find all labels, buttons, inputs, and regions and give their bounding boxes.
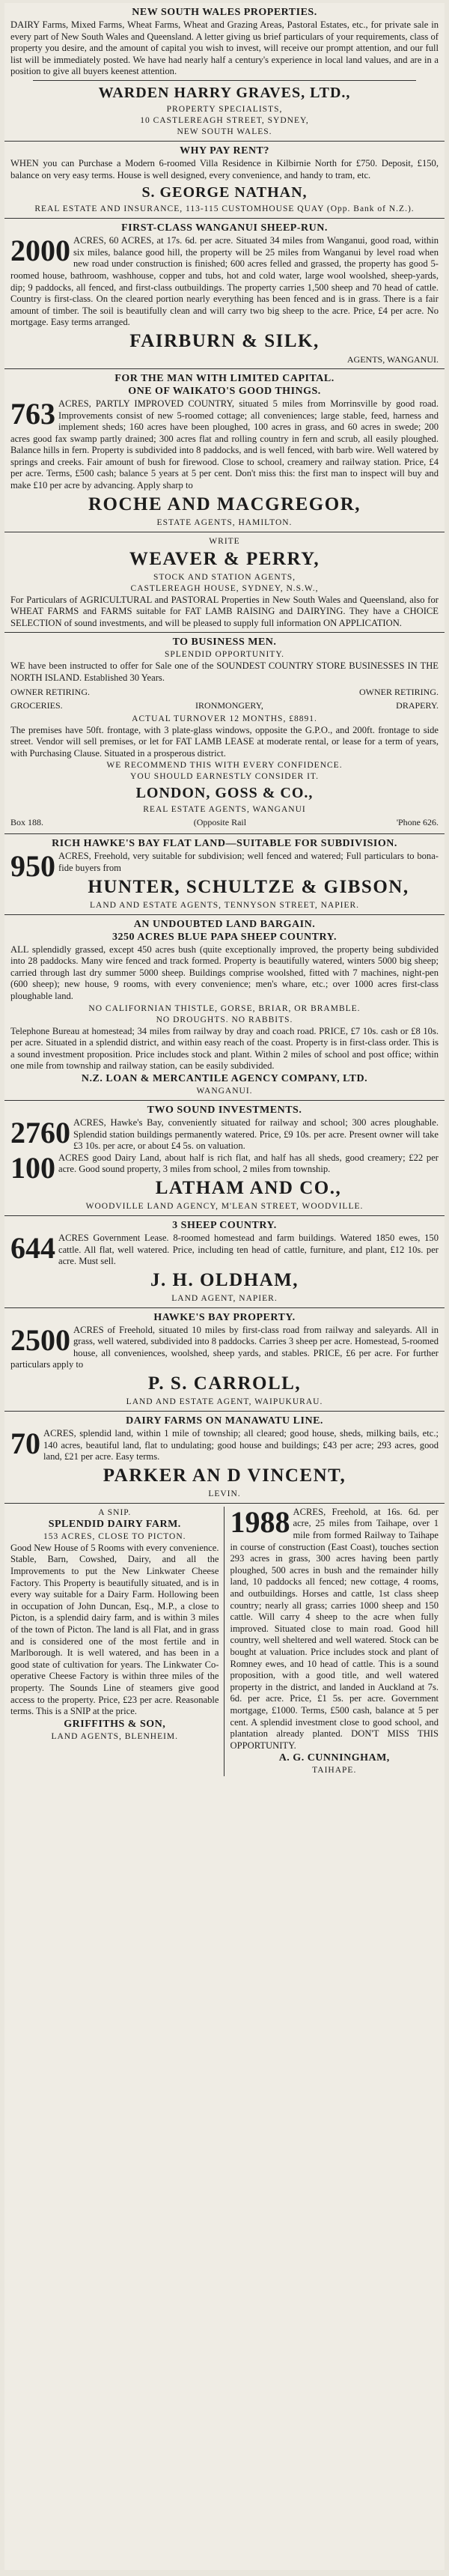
- ad-body: For Particulars of AGRICULTURAL and PASTORAL Properties in New South Wales and Queensland, also for WHEAT FARMS and FARMS suitable for FAT LAMB RAISING and DAIRYING. They have a CHOICE SELECTION of sound investments, and will be pleased to supply full information ON APPLICATION.: [10, 594, 439, 628]
- ad-body: DAIRY Farms, Mixed Farms, Wheat Farms, Wheat and Grazing Areas, Pastoral Estates, etc., for private sale in every part of New South Wales and Queensland. A letter giving us brief particulars of your requirements, class of property you desire, and the amount of capital you wish to invest, will receive our prompt attention, and our full list will be immediately posted. We have had nearly half a century's experience in local land values, and are in a position to give all buyers keenest attention.: [10, 19, 439, 77]
- firm-role: AGENTS, WANGANUI.: [346, 353, 439, 365]
- ad-body: [10, 1117, 439, 1152]
- ad-body: [10, 1428, 439, 1463]
- ad-wanganui-sheep-run: [4, 219, 445, 369]
- turnover: ACTUAL TURNOVER 12 MONTHS, £8891.: [132, 714, 317, 723]
- firm-name: LATHAM AND CO.,: [155, 1177, 342, 1198]
- firm-name: GRIFFITHS & SON,: [64, 1718, 166, 1730]
- firm-role: TAIHAPE.: [312, 1766, 357, 1775]
- ad-subheading: ONE OF WAIKATO'S GOOD THINGS.: [128, 385, 321, 397]
- ad-two-column: [4, 1504, 445, 1779]
- ad-body: [10, 235, 439, 329]
- ad-body: WHEN you can Purchase a Modern 6-roomed Villa Residence in Kilbirnie North for £750. Deposit, £150, balance on very easy terms. House is well designed, every convenience, and handy to tram, etc.: [10, 157, 439, 180]
- ad-highlight: NO DROUGHTS. NO RABBITS.: [156, 1015, 293, 1024]
- ad-manawatu-dairy: [4, 1412, 445, 1504]
- ad-hawkes-bay-property: [4, 1308, 445, 1412]
- ad-subheading: SPLENDID OPPORTUNITY.: [164, 650, 285, 660]
- ad-headline: 3250 ACRES BLUE PAPA SHEEP COUNTRY.: [112, 931, 337, 943]
- firm-name: P. S. CARROLL,: [147, 1373, 302, 1394]
- ad-heading: HAWKE'S BAY PROPERTY.: [153, 1311, 296, 1323]
- ad-body-text: ACRES good Dairy Land, about half is rich flat, and half has all sheds, good creamery; £22 per acre. Good sound property, 3 miles from school, 2 miles from township.: [58, 1152, 439, 1175]
- firm-role: LAND AND ESTATE AGENT, WAIPUKURAU.: [126, 1397, 323, 1407]
- ad-heading: AN UNDOUBTED LAND BARGAIN.: [133, 918, 316, 930]
- ad-body: [10, 1230, 439, 1268]
- ad-body-text: ACRES, Hawke's Bay, conveniently situated for railway and school; 300 acres ploughable. Splendid station buildings permanently watered. Price, £9 10s. per acre. Present owner will take £3 10s. per acre, or about £4 5s. on valuation.: [73, 1117, 439, 1152]
- row-cell: IRONMONGERY,: [195, 699, 263, 711]
- firm-name: J. H. OLDHAM,: [150, 1269, 299, 1290]
- ad-picton-dairy: [10, 1507, 224, 1776]
- write-label: WRITE: [209, 536, 240, 546]
- newspaper-page: [4, 3, 445, 2570]
- acreage-figure: 70: [10, 1427, 40, 1461]
- firm-state: NEW SOUTH WALES.: [177, 127, 272, 136]
- ad-body: Good New House of 5 Rooms with every convenience. Stable, Barn, Cowshed, Dairy, and all the Improvements to put the New Linkwater Cheese Factory. This Property is beautifully situated, and is in every way suitable for a Dairy Farm. Hollowing been in occupation of John Duncan, Esq., M.P., a close to Picton, is a splendid dairy farm, and is within 3 miles of the town of Picton. The land is all Flat, and in grass and is considered one of the most fertile and in Marlborough. It is well watered, and has been in a good state of cultivation for years. The Linkwater Co-operative Cheese Factory is within three miles of the property. The Sounds Line of steamers give good access to the property. Price, £23 per acre. Reasonable terms. This is a SNIP at the price.: [10, 1542, 219, 1717]
- firm-name: PARKER AN D VINCENT,: [103, 1465, 346, 1486]
- ad-body: [10, 1150, 439, 1185]
- ad-body-text: ACRES, Freehold, very suitable for subdivision; well fenced and watered; Full particulars to bona-fide buyers from: [58, 851, 439, 873]
- ad-heading: TO BUSINESS MEN.: [172, 637, 277, 648]
- ad-heading: FIRST-CLASS WANGANUI SHEEP-RUN.: [121, 222, 328, 234]
- recommendation: WE RECOMMEND THIS WITH EVERY CONFIDENCE.: [106, 761, 343, 771]
- ad-weaver-perry: [4, 532, 445, 634]
- firm-role: LAND AGENT, NAPIER.: [171, 1293, 278, 1303]
- ad-why-pay-rent: [4, 142, 445, 219]
- firm-address: 10 CASTLEREAGH STREET, SYDNEY,: [140, 115, 309, 125]
- row-cell: OWNER RETIRING.: [359, 686, 439, 697]
- ad-body-text: ACRES, 60 ACRES, at 17s. 6d. per acre. Situated 34 miles from Wanganui, good road, within six miles, balance good hill, the property will be 25 miles from Wanganui by level road when new road under construction is finished; 600 acres felled and grassed, the property has good 5-roomed house, bathroom, washhouse, copper and tubs, hot and cold water, large wool woolshed, sheep-yards, dip; 9 paddocks, all fenced, and first-class outbuildings. The property carries 1,500 sheep and 70 head of cattle. Country is first-class. On the cleared portion nearly everything has been fenced and is in grass. There is a fair amount of timber. The soil is beautifully clean and will carry two big sheep to the acre. Price, £4 per acre. No mortgage. Easy terms arranged.: [10, 235, 439, 328]
- row-cell: GROCERIES.: [10, 699, 63, 711]
- acreage-figure: 644: [10, 1230, 55, 1265]
- firm-role: LAND AGENTS, BLENHEIM.: [51, 1731, 179, 1741]
- ad-heading: DAIRY FARMS ON MANAWATU LINE.: [126, 1415, 323, 1427]
- firm-name: WARDEN HARRY GRAVES, LTD.,: [98, 84, 351, 101]
- ad-subheading: 153 ACRES, CLOSE TO PICTON.: [43, 1531, 186, 1541]
- ad-body: [10, 398, 439, 492]
- box-number: Box 188.: [10, 817, 44, 828]
- firm-role: WANGANUI.: [196, 1086, 253, 1096]
- ad-heading: TWO SOUND INVESTMENTS.: [147, 1104, 302, 1116]
- firm-role: PROPERTY SPECIALISTS,: [166, 104, 283, 114]
- ad-body-text: ACRES Government Lease. 8-roomed homestead and farm buildings. Watered 1850 ewes, 150 cattle. All flat, well watered. Price, including ten head of cattle, furniture, and plant, £12 10s. per acre. Must sell.: [58, 1232, 439, 1267]
- ad-nsw-properties: [4, 3, 445, 142]
- ad-heading: FOR THE MAN WITH LIMITED CAPITAL.: [114, 372, 335, 384]
- acreage-figure: 2500: [10, 1322, 70, 1357]
- firm-address: REAL ESTATE AND INSURANCE, 113-115 CUSTOMHOUSE QUAY (Opp. Bank of N.Z.).: [34, 204, 415, 214]
- text-row: [10, 700, 439, 711]
- acreage-figure: 1988: [230, 1504, 290, 1539]
- ad-land-bargain: [4, 915, 445, 1101]
- ad-heading: 3 SHEEP COUNTRY.: [172, 1219, 277, 1231]
- ad-body-text: ACRES, splendid land, within 1 mile of township; all cleared; good house, sheds, milking bails, etc.; 140 acres, beautiful land, flat to undulating; good house and buildings; £43 per acre; 293 acres, good land, £21 per acre. Easy terms.: [43, 1428, 439, 1462]
- ad-body-text: ACRES of Freehold, situated 10 miles by first-class road from railway and saleyards. All in grass, well watered, subdivided into 8 paddocks. Carries 3 sheep per acre. Homestead, 5-roomed house, all conveniences, woolshed, sheep yards, and stables. PRICE, £6 per acre. For further particulars apply to: [10, 1324, 439, 1370]
- firm-name: LONDON, GOSS & CO.,: [135, 785, 314, 802]
- firm-name: WEAVER & PERRY,: [129, 548, 320, 569]
- firm-name: N.Z. LOAN & MERCANTILE AGENCY COMPANY, LTD.: [81, 1072, 368, 1084]
- ad-heading: NEW SOUTH WALES PROPERTIES.: [132, 7, 317, 18]
- ad-body: [10, 1322, 439, 1371]
- firm-role: WOODVILLE LAND AGENCY, M'LEAN STREET, WOODVILLE.: [85, 1201, 364, 1211]
- ad-body: Telephone Bureau at homestead; 34 miles from railway by dray and coach road. PRICE, £7 10s. cash or £8 10s. per acre. Situated in a splendid district, and within easy reach of the coast. Property is in first-class order. This is a sound investment proposition. Price includes stock and plant. Within 2 miles of school and post office; within one mile from township and railway station, can be easily subdivided.: [10, 1025, 439, 1072]
- ad-body: ALL splendidly grassed, except 450 acres bush (quite exceptionally improved, the property being subdivided into 28 paddocks. Many wire fenced and track formed. Property is beautifully watered, winters 5000 big sheep; carried through last dry summer 5000 sheep. Buildings comprise woolshed, fitted with 7 machines, night-pen (600 sheep); new house, 9 rooms, with every convenience; men's whare, etc.; over 1000 acres first-class ploughable land.: [10, 944, 439, 1001]
- contact-row: [10, 817, 439, 828]
- ad-body: WE have been instructed to offer for Sale one of the SOUNDEST COUNTRY STORE BUSINESSES IN THE NORTH ISLAND. Established 30 Years.: [10, 660, 439, 684]
- row-cell: DRAPERY.: [396, 699, 439, 711]
- ad-two-investments: [4, 1101, 445, 1216]
- ad-hawkes-bay-flat: [4, 834, 445, 914]
- acreage-figure: 100: [10, 1150, 55, 1185]
- firm-name: FAIRBURN & SILK,: [129, 330, 320, 351]
- ad-sheep-country: [4, 1216, 445, 1308]
- row-cell: OWNER RETIRING.: [10, 686, 90, 697]
- firm-role: STOCK AND STATION AGENTS,: [153, 572, 296, 582]
- firm-name: ROCHE AND MACGREGOR,: [88, 493, 361, 514]
- ad-body-text: ACRES, PARTLY IMPROVED COUNTRY, situated 5 miles from Morrinsville by good road. Improvements consist of new 5-roomed cottage; all conveniences; large stable, feed, harness and implement sheds; 160 acres have been ploughed, 100 acres in grass, and 60 acres in swede; 200 acres good fax swamp partly drained; 300 acres flat and rolling country in fern and scrub, all easily ploughed. Balance hills in fern. Property is subdivided into 8 paddocks, and is well fenced, with barb wire. Well watered by springs and creeks. Fair amount of bush for firewood. Close to school, creamery and railway station. Price, £4 per acre. Terms, £500 cash; balance 5 years at 5 per cent. Don't miss this: the first man to inspect will buy and make £10 per acre by advancing. Apply sharp to: [10, 398, 439, 491]
- ad-heading: RICH HAWKE'S BAY FLAT LAND—SUITABLE FOR SUBDIVISION.: [52, 838, 397, 850]
- ad-snip: A SNIP.: [98, 1507, 132, 1517]
- phone-number: 'Phone 626.: [396, 817, 439, 828]
- ad-body: [230, 1504, 439, 1752]
- ad-body: The premises have 50ft. frontage, with 3 plate-glass windows, opposite the G.P.O., and 200ft. frontage to side street. Vendor will sell premises, or let for FAT LAMB LEASE at moderate rental, or lease for a term of years, with Purchasing Clause. Situated in a prosperous district.: [10, 724, 439, 759]
- location-note: (Opposite Rail: [193, 817, 247, 828]
- ad-taihape: [230, 1504, 439, 1776]
- firm-role: ESTATE AGENTS, HAMILTON.: [156, 517, 293, 527]
- ad-heading: SPLENDID DAIRY FARM.: [48, 1518, 181, 1530]
- acreage-figure: 2000: [10, 234, 70, 268]
- firm-role: LAND AND ESTATE AGENTS, TENNYSON STREET, NAPIER.: [89, 900, 360, 910]
- ad-body-text: ACRES, Freehold, at 16s. 6d. per acre, 25 miles from Taihape, over 1 mile from formed Railway to Taihape in course of construction (East Coast), touches section 293 acres in grass, 300 acres having been partly ploughed, 500 acres in bush and the remainder hilly land, 10 paddocks all fenced; new cottage, 4 rooms, and outbuildings. Horses and cattle, 1st class sheep country; nearly all grass; carries 1000 sheep and 150 cattle. Will carry 4 sheep to the acre when fully improved. Situated close to main road. Good hill country, well sheltered and well watered. Stock can be bought at valuation. Price includes stock and plant of Romney ewes, and 10 head of cattle. This is a sound proposition, with a good title, and well watered property in the district, and landed in Auckland at 7s. 6d. per acre. Price, £1 5s. per acre. Government mortgage, £1000. Terms, £500 cash, balance at 5 per cent. A splendid investment close to good school, and plantation already planted. DON'T MISS THIS OPPORTUNITY.: [230, 1506, 439, 1751]
- ad-heading: WHY PAY RENT?: [180, 145, 269, 157]
- ad-body: [10, 849, 439, 884]
- firm-name: A. G. CUNNINGHAM,: [278, 1752, 390, 1764]
- firm-address: CASTLEREAGH HOUSE, SYDNEY, N.S.W.,: [130, 583, 319, 593]
- firm-name: S. GEORGE NATHAN,: [141, 184, 308, 201]
- acreage-figure: 2760: [10, 1115, 70, 1149]
- divider: [33, 80, 416, 81]
- ad-business-men: [4, 633, 445, 834]
- acreage-figure: 950: [10, 849, 55, 884]
- firm-role: LEVIN.: [208, 1489, 241, 1498]
- firm-name: HUNTER, SCHULTZE & GIBSON,: [88, 876, 409, 897]
- ad-waikato: [4, 369, 445, 532]
- ad-highlight: NO CALIFORNIAN THISTLE, GORSE, BRIAR, OR BRAMBLE.: [88, 1003, 361, 1013]
- consider-line: YOU SHOULD EARNESTLY CONSIDER IT.: [130, 772, 319, 782]
- text-row: [10, 687, 439, 698]
- acreage-figure: 763: [10, 396, 55, 431]
- firm-role: REAL ESTATE AGENTS, WANGANUI: [143, 805, 306, 815]
